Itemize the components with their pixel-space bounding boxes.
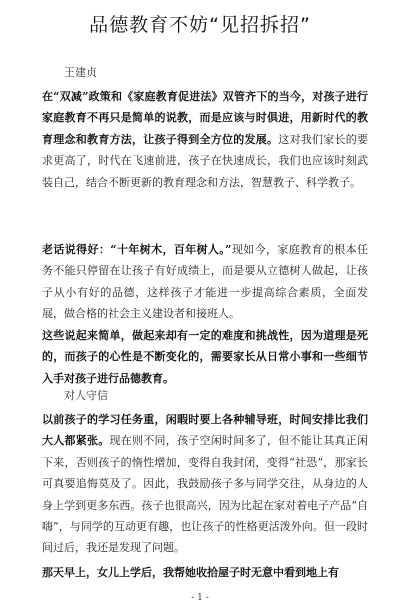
- subheading: 对人守信: [64, 389, 108, 402]
- paragraph-2-text: 现如今，家庭教育的根本任务不能只停留在让孩子有好成绩上，而是要从立德树人做起，让孩子从小有好的品德，这样孩子才能进一步提高综合素质，全面发展，做合格的社会主义建设者和接班人。: [42, 243, 369, 321]
- paragraph-1-text: 这对我们家长的要求更高了，时代在飞速前进，孩子在快速成长，我们也应该时刻武装自己，结合不断更新的教育理念和方法，智慧教子、科学教子。: [42, 132, 368, 189]
- paragraph-1: [42, 86, 368, 193]
- paragraph-1-bold: 在“双减”政策和《家庭教育促进法》双管齐下的当今，对孩子进行家庭教育不再只是简单的说教，而是应该与时俱进，用新时代的教育理念和教育方法，让孩子得到全方位的发展。: [42, 90, 368, 146]
- paragraph-5: 那天早上，女儿上学后，我帮她收拾屋子时无意中看到地上有: [42, 566, 339, 579]
- author-name: 王建贞: [64, 66, 97, 79]
- paragraph-4: [42, 409, 368, 559]
- paragraph-2-bold: 老话说得好：“十年树木，百年树人。”: [42, 243, 232, 256]
- article-title: 品德教育不妨“见招拆招”: [89, 14, 311, 36]
- page-number: - 1 -: [191, 593, 209, 603]
- paragraph-3: 这些说起来简单，做起来却有一定的难度和挑战性，因为道理是死的，而孩子的心性是不断变化的，需要家长从日常小事和一些细节入手对孩子进行品德教育。: [42, 329, 368, 385]
- paragraph-4-bold: 以前孩子的学习任务重，闲暇时要上各种辅导班，时间安排比我们大人都紧张。: [42, 413, 368, 448]
- paragraph-4-text: 现在则不同，孩子空闲时间多了，但不能让其真正闲下来，否则孩子的惰性增加，变得自我封闭，变得“社恐”，那家长可真要追悔莫及了。因此，我鼓励孩子多与同学交往，从身边的人身上学到更多东西。孩子也很高兴，因为比起在家对着电子产品“自嗨”，与同学的互动更有趣，也让孩子的性格更活泼外向。但一段时间过后，我还是发现了问题。: [42, 434, 368, 555]
- paragraph-2: [42, 239, 368, 325]
